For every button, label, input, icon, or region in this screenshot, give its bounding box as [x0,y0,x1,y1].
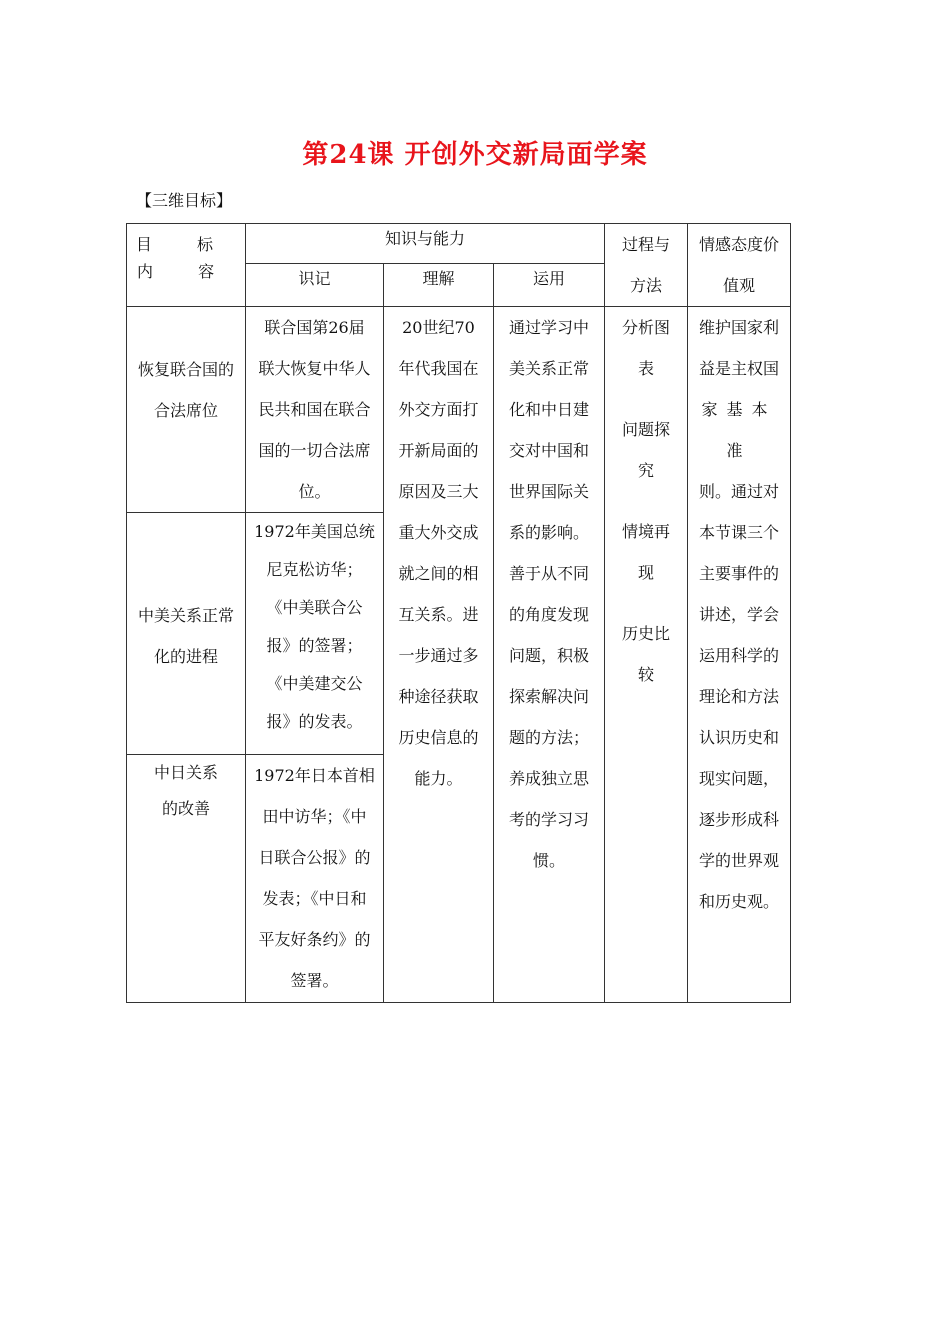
table-row [127,307,791,513]
cell-line: 问题，积极 [509,646,590,665]
cell-line: 问题探 [622,420,671,439]
cell-line: 通过学习中 [509,318,590,337]
cell-line: 惯。 [533,851,566,870]
remember-header: 识记 [246,264,384,307]
cell-line: 美关系正常 [509,359,590,378]
cell-line: 的改善 [161,799,210,818]
cell-line: 平友好条约》的 [258,930,371,949]
corner-goal-label: 目 标 [135,235,233,254]
cell-line: 一步通过多 [398,646,479,665]
cell-line: 国的一切合法席 [258,441,371,460]
cell-line: 则。通过对 [699,482,780,501]
cell-line: 认识历史和 [699,728,780,747]
cell-line: 发表；《中日和 [262,889,367,908]
cell-line: 民共和国在联合 [258,400,371,419]
cell-line: 养成独立思 [509,769,590,788]
cell-line: 家基本准 [701,400,777,460]
cell-line: 《中美联合公 [266,598,363,617]
cell-line: 互关系。进 [398,605,479,624]
cell-line: 联合国第26届 [264,318,365,337]
cell-line: 本节课三个 [699,523,780,542]
process-method-header [605,224,688,307]
cell-line: 20世纪70 [402,318,475,337]
cell-line: 化和中日建 [509,400,590,419]
cell-line: 主要事件的 [699,564,780,583]
cell-line: 和历史观。 [699,892,780,911]
cell-line: 逐步形成科 [699,810,780,829]
cell-line: 益是主权国 [699,359,780,378]
row-name-cell [127,307,246,513]
cell-line: 历史比 [622,624,671,643]
corner-header-cell [127,224,246,307]
cell-line: 1972年美国总统 [254,522,375,541]
cell-line: 报》的签署； [266,636,363,655]
cell-line: 种途径获取 [398,687,479,706]
understand-cell [384,307,494,1003]
header-line: 情感态度价 [699,235,780,254]
cell-line: 题的方法； [509,728,590,747]
page-title: 第24课 开创外交新局面学案 [302,140,648,170]
cell-line: 年代我国在 [398,359,479,378]
emotion-values-header [688,224,791,307]
cell-line: 较 [638,665,655,684]
section-label: 【三维目标】 [136,191,233,210]
remember-cell [246,307,384,513]
cell-line: 《中美建交公 [266,674,363,693]
cell-line: 中美关系正常 [137,606,234,625]
cell-line: 化的进程 [153,647,218,666]
cell-line: 位。 [298,482,331,501]
cell-line: 日联合公报》的 [258,848,371,867]
remember-cell [246,513,384,755]
cell-line: 现 [638,563,655,582]
cell-line: 原因及三大 [398,482,479,501]
cell-line: 重大外交成 [398,523,479,542]
cell-line: 历史信息的 [398,728,479,747]
cell-line: 维护国家利 [699,318,780,337]
cell-line: 联大恢复中华人 [258,359,371,378]
cell-line: 签署。 [290,971,339,990]
cell-line: 交对中国和 [509,441,590,460]
cell-line: 尼克松访华； [266,560,363,579]
cell-line: 现实问题， [699,769,780,788]
header-line: 方法 [630,276,663,295]
cell-line: 情境再 [622,522,671,541]
cell-line: 就之间的相 [398,564,479,583]
knowledge-ability-header: 知识与能力 [246,224,605,264]
cell-line: 学的世界观 [699,851,780,870]
header-line: 过程与 [622,235,671,254]
remember-cell [246,755,384,1003]
cell-line: 善于从不同 [509,564,590,583]
cell-line: 恢复联合国的 [137,360,234,379]
apply-cell [494,307,605,1003]
emotion-cell [688,307,791,1003]
cell-line: 1972年日本首相 [254,766,375,785]
cell-line: 外交方面打 [398,400,479,419]
corner-content-label: 内 容 [137,262,235,281]
cell-line: 中日关系 [153,763,218,782]
understand-header: 理解 [384,264,494,307]
cell-line: 讲述，学会 [699,605,780,624]
cell-line: 合法席位 [153,401,218,420]
cell-line: 报》的发表。 [266,712,363,731]
cell-line: 理论和方法 [699,687,780,706]
cell-line: 探索解决问 [509,687,590,706]
cell-line: 世界国际关 [509,482,590,501]
row-name-cell [127,755,246,1003]
cell-line: 田中访华；《中 [262,807,367,826]
cell-line: 考的学习习 [509,810,590,829]
process-cell [605,307,688,1003]
goals-table [126,223,791,1003]
cell-line: 能力。 [414,769,463,788]
cell-line: 系的影响。 [509,523,590,542]
cell-line: 开新局面的 [398,441,479,460]
cell-line: 分析图 [622,318,671,337]
apply-header: 运用 [494,264,605,307]
row-name-cell [127,513,246,755]
cell-line: 运用科学的 [699,646,780,665]
cell-line: 表 [638,359,655,378]
header-line: 值观 [723,276,756,295]
cell-line: 的角度发现 [509,605,590,624]
cell-line: 究 [638,461,655,480]
